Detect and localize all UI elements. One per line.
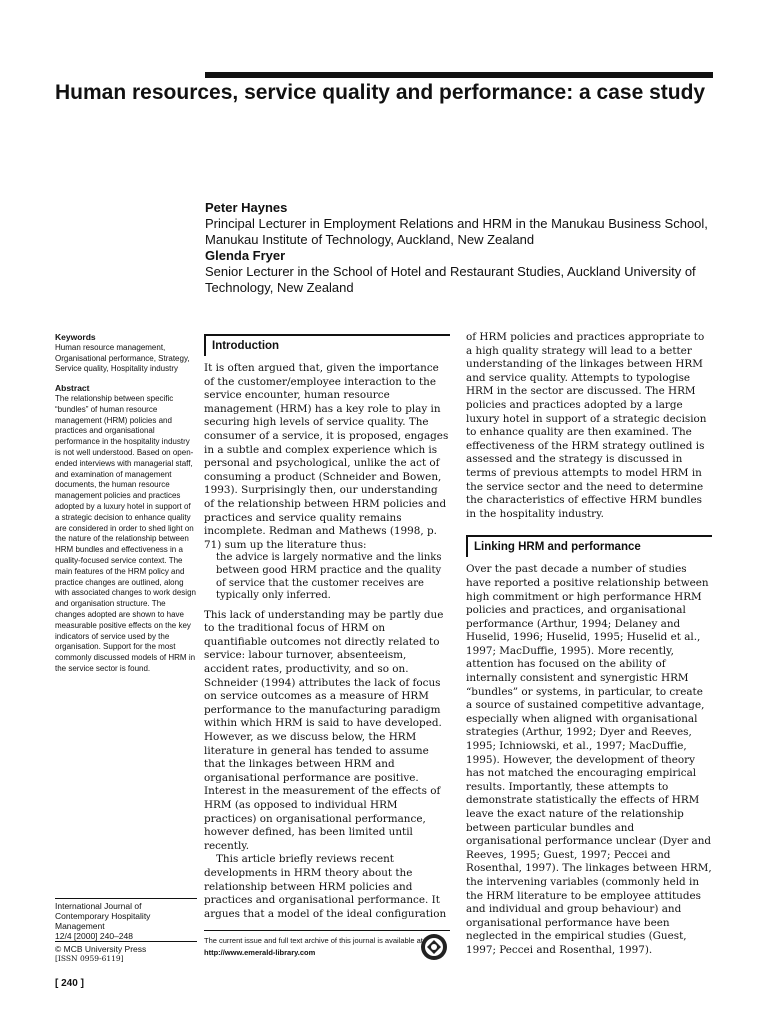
article-title: Human resources, service quality and performance: a case study: [55, 81, 706, 104]
author-block: [205, 200, 735, 296]
section-heading-introduction: Introduction: [204, 334, 450, 356]
abstract-heading: Abstract: [55, 383, 90, 394]
block-quote: the advice is largely normative and the links between good HRM practice and the quality of service that the customer receives are typically only inferred.: [216, 552, 442, 602]
body-paragraph: of HRM policies and practices appropriate to a high quality strategy will lead to a better understanding of the linkages between HRM and service quality. Attempts to typologise HRM in the sector are discussed. The HRM policies and practices adopted by a large luxury hotel in support of a strategic decision to enhance quality are then examined. The effectiveness of the HRM strategy outlined is assessed and the strategy is discussed in terms of previous attempts to model HRM in the service sector and the need to determine the characteristics of effective HRM bundles in the hospitality industry.: [466, 331, 707, 520]
journal-name: International Journal of Contemporary Hospitality Management: [55, 898, 197, 931]
body-column-middle: [204, 334, 450, 921]
author-name: Peter Haynes: [205, 200, 288, 215]
archive-text: The current issue and full text archive of this journal is available at: [204, 936, 423, 945]
sidebar: [55, 332, 197, 683]
journal-publisher: © MCB University Press: [55, 941, 197, 954]
archive-url-link[interactable]: http://www.emerald-library.com: [204, 948, 316, 957]
journal-volume: 12/4 [2000] 240–248: [55, 931, 133, 941]
keywords-text: Human resource management, Organisational performance, Strategy, Service quality, Hospitality industry: [55, 342, 190, 374]
journal-issn: [ISSN 0959-6119]: [55, 954, 124, 963]
section-heading-linking: Linking HRM and performance: [466, 535, 712, 557]
author-name: Glenda Fryer: [205, 248, 286, 263]
body-paragraph: This lack of understanding may be partly due to the traditional focus of HRM on quantifiable outcomes not directly related to service: labour turnover, absenteeism, accident rates, productivity, and so on. Schneider (1994) attributes the lack of focus on service outcomes as a measure of HRM performance to the manufacturing paradigm within which HRM is said to have developed. However, as we discuss below, the HRM literature in general has tended to assume that the linkages between HRM and organisational performance are positive. Interest in the measurement of the effects of HRM (as opposed to individual HRM practices) on organisational performance, however defined, has been limited until recently.: [204, 608, 444, 852]
page-number: [ 240 ]: [55, 978, 84, 989]
author-affiliation: Principal Lecturer in Employment Relations and HRM in the Manukau Business School, Manukau Institute of Technology, Auckland, New Zealand: [205, 216, 708, 247]
keywords-heading: Keywords: [55, 332, 96, 342]
abstract-text: The relationship between specific “bundles” of human resource management (HRM) policies and practices and organisational performance in the hospitality industry is not well understood. Based on open-ended interviews with managerial staff, and examination of management documents, the human resource management policies and practices adopted by a luxury hotel in support of a strategic decision to enhance quality are considered in order to shed light on the nature of the relationship between HRM bundles and effectiveness in a quality-focused service context. The main features of the HRM policy and practice changes are outlined, along with associated changes to work design and organisation structure. The changes adopted are shown to have measurable positive effects on the key indicators of service used by the organisation. Support for the most commonly discussed models of HRM in the service sector is found.: [55, 393, 196, 673]
body-paragraph: Over the past decade a number of studies have reported a positive relationship between high commitment or high performance HRM policies and practices, and organisational performance (Arthur, 1994; Delaney and Huselid, 1996; Huselid, 1995; Huselid et al., 1997; MacDuffie, 1995). More recently, attention has focused on the ability of internally consistent and synergistic HRM “bundles” or systems, in particular, to create a source of sustained competitive advantage, especially when aligned with organisational strategies (Arthur, 1992; Dyer and Reeves, 1995; Ichniowski, et al., 1997; MacDuffie, 1995). However, the development of theory has not matched the encouraging empirical results. Importantly, these attempts to demonstrate statistically the effects of HRM leave the exact nature of the relationship between particular bundles and organisational performance unclear (Dyer and Reeves, 1995; Guest, 1997; Peccei and Rosenthal, 1997). The linkages between HRM, the intervening variables (commonly held in the HRM literature to be employee attitudes and individual and group behaviour) and organisational performance have been neglected in the empirical studies (Guest, 1997; Peccei and Rosenthal, 1997).: [466, 563, 712, 956]
emerald-logo-icon: [420, 933, 448, 961]
title-rule: [205, 72, 713, 78]
archive-notice: [204, 930, 450, 967]
body-column-right: [466, 331, 712, 958]
body-paragraph: It is often argued that, given the importance of the customer/employee interaction to the service encounter, human resource management (HRM) has a key role to play in securing high levels of service quality. The consumer of a service, it is proposed, engages in a subtle and complex experience which is personal and psychological, unlike the act of consuming a product (Schneider and Bowen, 1993). Surprisingly then, our understanding of the relationship between HRM policies and practices and service quality remains incomplete. Redman and Mathews (1998, p. 71) sum up the literature thus:: [204, 362, 449, 551]
author-affiliation: Senior Lecturer in the School of Hotel and Restaurant Studies, Auckland University of Technology, New Zealand: [205, 264, 696, 295]
journal-info: [55, 898, 197, 964]
body-paragraph: This article briefly reviews recent developments in HRM theory about the relationship between HRM policies and practices and organisational performance. It argues that a model of the ideal configuration: [204, 853, 447, 920]
